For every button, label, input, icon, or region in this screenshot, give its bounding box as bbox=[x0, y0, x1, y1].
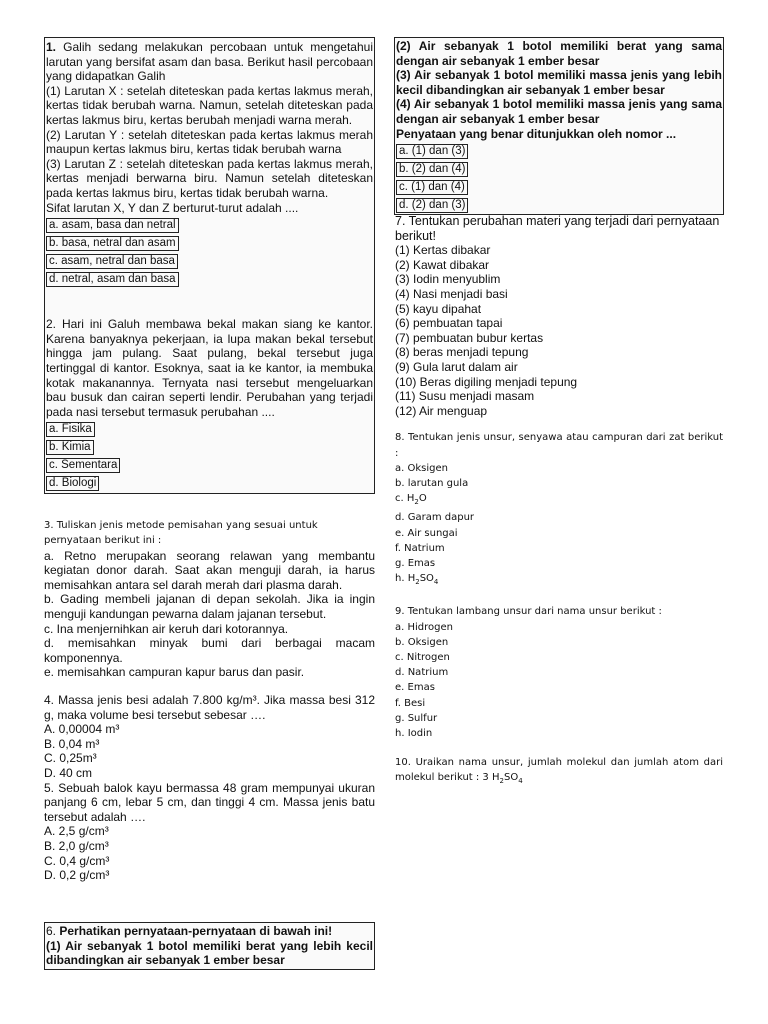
question-1-prompt: Sifat larutan X, Y dan Z berturut-turut adalah .... bbox=[46, 200, 299, 215]
question-8-item: d. Garam dapur bbox=[395, 512, 475, 524]
question-8-item-h2so4: h. $H_2SO_4$ bbox=[395, 573, 439, 587]
question-8-item: e. Air sungai bbox=[395, 527, 458, 539]
question-1-statement-y: (2) Larutan Y : setelah diteteskan pada kertas lakmus merah maupun kertas lakmus biru, kertas tidak berubah warna bbox=[46, 127, 373, 157]
question-6-option-b[interactable]: b. (2) dan (4) bbox=[396, 162, 468, 177]
question-5-option-c: C. 0,4 g/cm³ bbox=[44, 853, 110, 868]
right-column bbox=[395, 214, 723, 790]
question-9-item: b. Oksigen bbox=[395, 636, 449, 648]
question-2-option-c[interactable]: c. Sementara bbox=[46, 458, 120, 473]
question-6-heading: 6. Perhatikan pernyataan-pernyataan di bawah ini! bbox=[46, 924, 333, 938]
question-7-item: (9) Gula larut dalam air bbox=[395, 359, 518, 374]
question-1-option-d[interactable]: d. netral, asam dan basa bbox=[46, 272, 179, 287]
question-6-statement-1: (1) Air sebanyak 1 botol memiliki berat yang lebih kecil dibandingkan air sebanyak 1 ember besar bbox=[46, 938, 373, 968]
question-3-item-c: c. Ina menjernihkan air keruh dari kotorannya. bbox=[44, 621, 289, 636]
question-8-item: b. larutan gula bbox=[395, 477, 469, 489]
question-8-item: g. Emas bbox=[395, 557, 436, 569]
question-7-item: (11) Susu menjadi masam bbox=[395, 389, 535, 404]
question-7-item: (4) Nasi menjadi basi bbox=[395, 286, 508, 301]
question-6-question: Penyataan yang benar ditunjukkan oleh nomor ... bbox=[396, 126, 677, 141]
question-8-item: a. Oksigen bbox=[395, 462, 448, 474]
question-1-box bbox=[44, 37, 375, 494]
question-7-item: (12) Air menguap bbox=[395, 403, 488, 418]
question-9-item: e. Emas bbox=[395, 682, 435, 694]
question-9-heading: 9. Tentukan lambang unsur dari nama unsur berikut : bbox=[395, 606, 662, 618]
question-1-intro: 1. Galih sedang melakukan percobaan untuk mengetahui larutan yang bersifat asam dan basa. Berikut hasil percobaan yang didapatkan Galih bbox=[46, 40, 373, 84]
question-8-heading: 8. Tentukan jenis unsur, senyawa atau campuran dari zat berikut : bbox=[395, 432, 723, 459]
question-6-statement-2: (2) Air sebanyak 1 botol memiliki berat yang sama dengan air sebanyak 1 ember besar bbox=[396, 39, 722, 68]
question-3-item-b: b. Gading membeli jajanan di depan sekolah. Jika ia ingin menguji kandungan pewarna dalam jajanan tersebut. bbox=[44, 592, 375, 622]
question-7-heading: 7. Tentukan perubahan materi yang terjadi dari pernyataan berikut! bbox=[395, 214, 720, 243]
question-9-item: f. Besi bbox=[395, 697, 426, 709]
question-6-option-d[interactable]: d. (2) dan (3) bbox=[396, 198, 468, 213]
question-7-item: (6) pembuatan tapai bbox=[395, 316, 503, 331]
question-4-option-b: B. 0,04 m³ bbox=[44, 736, 100, 751]
question-1-option-c[interactable]: c. asam, netral dan basa bbox=[46, 254, 178, 269]
question-5-option-d: D. 0,2 g/cm³ bbox=[44, 868, 110, 883]
question-5-text: 5. Sebuah balok kayu bermassa 48 gram mempunyai ukuran panjang 6 cm, lebar 5 cm, dan tinggi 4 cm. Massa jenis batu tersebut adalah …. bbox=[44, 780, 375, 824]
question-6-option-c[interactable]: c. (1) dan (4) bbox=[396, 180, 468, 195]
question-1-statement-z: (3) Larutan Z : setelah diteteskan pada kertas lakmus merah, kertas menjadi berwarna biru. Namun setelah diteteskan pada kertas lakmus biru, kertas tidak berubah warna. bbox=[46, 156, 373, 200]
question-2-option-d[interactable]: d. Biologi bbox=[46, 476, 99, 491]
question-7-item: (3) Iodin menyublim bbox=[395, 272, 501, 287]
question-9-item: g. Sulfur bbox=[395, 712, 438, 724]
question-6-box-start bbox=[44, 922, 375, 970]
question-6-statement-3: (3) Air sebanyak 1 botol memiliki massa jenis yang lebih kecil dibandingkan air sebanyak 1 ember besar bbox=[396, 68, 722, 97]
question-7-item: (7) pembuatan bubur kertas bbox=[395, 330, 544, 345]
question-3-item-d: d. memisahkan minyak bumi dari berbagai macam komponennya. bbox=[44, 636, 375, 665]
question-3-item-e: e. memisahkan campuran kapur barus dan pasir. bbox=[44, 665, 305, 680]
question-6-option-a[interactable]: a. (1) dan (3) bbox=[396, 144, 468, 159]
question-2-option-a[interactable]: a. Fisika bbox=[46, 422, 95, 437]
question-8-item-h2o: c. $H_2O$ bbox=[395, 493, 427, 507]
question-4-text: 4. Massa jenis besi adalah 7.800 kg/m³. Jika massa besi 312 g, maka volume besi tersebut sebesar …. bbox=[44, 693, 375, 722]
question-9-item: d. Natrium bbox=[395, 667, 449, 679]
question-2-text: 2. Hari ini Galuh membawa bekal makan siang ke kantor. Karena banyaknya pekerjaan, ia lupa makan bekal tersebut hingga jam pulang. Saat pulang, bekal tersebut juga tertinggal di kantor. Esoknya, saat ia ke kantor, ia membuka kotak makanannya. Ternyata nasi tersebut mengeluarkan bau busuk dan cairan seperti lendir. Perubahan yang terjadi pada nasi tersebut termasuk perubahan .... bbox=[46, 317, 373, 419]
question-4-option-c: C. 0,25m³ bbox=[44, 751, 97, 766]
question-3-item-a: a. Retno merupakan seorang relawan yang membantu kegiatan donor darah. Saat akan menguji darah, ia harus memisahkan antara sel darah merah dari plasma darah. bbox=[44, 548, 375, 592]
question-9-item: c. Nitrogen bbox=[395, 651, 450, 663]
question-9-item: a. Hidrogen bbox=[395, 621, 453, 633]
question-9-item: h. Iodin bbox=[395, 727, 433, 739]
question-1-option-a[interactable]: a. asam, basa dan netral bbox=[46, 218, 179, 233]
question-5-option-b: B. 2,0 g/cm³ bbox=[44, 838, 109, 853]
question-7-item: (1) Kertas dibakar bbox=[395, 243, 491, 258]
question-8-item: f. Natrium bbox=[395, 542, 445, 554]
question-1-option-b[interactable]: b. basa, netral dan asam bbox=[46, 236, 179, 251]
question-4-option-d: D. 40 cm bbox=[44, 766, 93, 780]
question-4-option-a: A. 0,00004 m³ bbox=[44, 722, 120, 737]
question-7-item: (10) Beras digiling menjadi tepung bbox=[395, 374, 578, 389]
left-column bbox=[44, 37, 375, 883]
question-7-item: (8) beras menjadi tepung bbox=[395, 345, 529, 360]
question-3-heading: 3. Tuliskan jenis metode pemisahan yang sesuai untuk pernyataan berikut ini : bbox=[44, 520, 318, 547]
question-1-statement-x: (1) Larutan X : setelah diteteskan pada kertas lakmus merah, kertas tidak berubah warna. Namun, setelah diteteskan pada kertas lakmus biru, kertas berubah menjadi warna merah. bbox=[46, 83, 373, 127]
question-2-option-b[interactable]: b. Kimia bbox=[46, 440, 94, 455]
question-10-text: 10. Uraikan nama unsur, jumlah molekul dan jumlah atom dari molekul berikut : 3 $H_2SO_4$ bbox=[395, 757, 723, 786]
question-6-box-continued bbox=[394, 37, 724, 215]
question-5-option-a: A. 2,5 g/cm³ bbox=[44, 824, 109, 839]
question-7-item: (2) Kawat dibakar bbox=[395, 257, 490, 272]
question-7-item: (5) kayu dipahat bbox=[395, 301, 482, 316]
question-6-statement-4: (4) Air sebanyak 1 botol memiliki massa jenis yang sama dengan air sebanyak 1 ember besar bbox=[396, 97, 722, 126]
